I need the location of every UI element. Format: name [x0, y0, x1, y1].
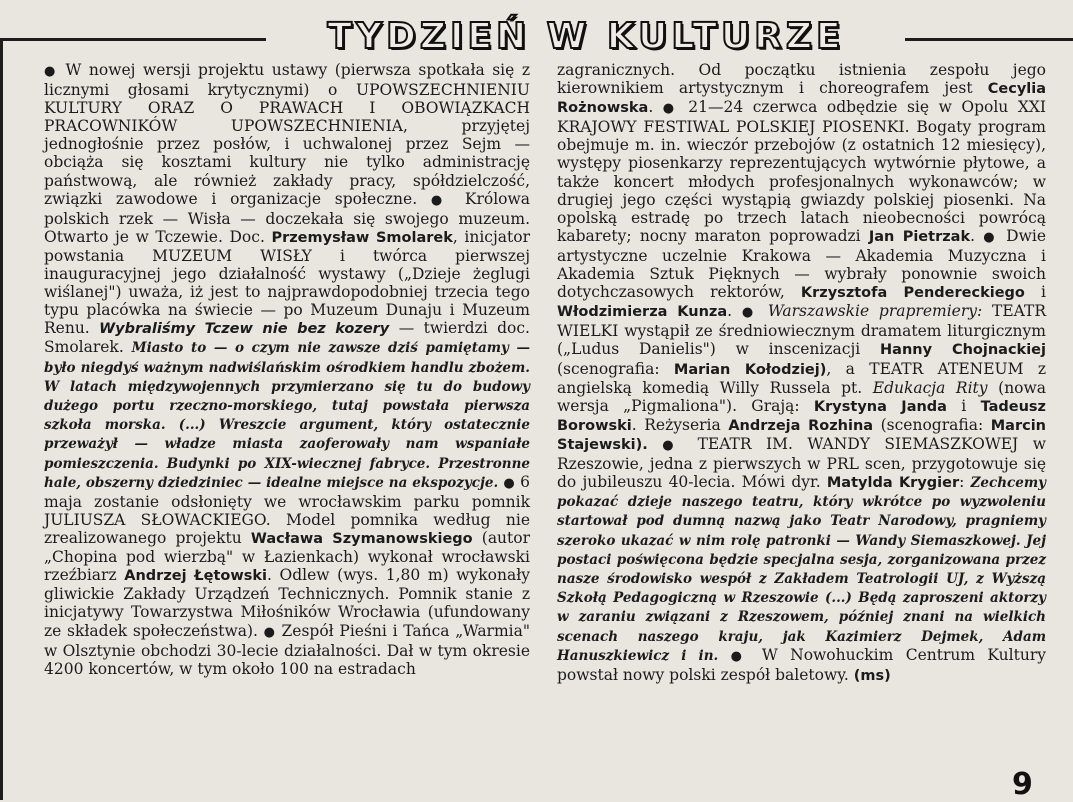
bullet-icon: ● [263, 624, 276, 640]
column-border-left [0, 38, 3, 800]
person-name: Krystyna Janda [813, 398, 947, 415]
quote-lead: Wybraliśmy Tczew nie bez kozery [99, 321, 390, 338]
person-name: Marian Kołodziej) [673, 361, 827, 378]
page-number: 9 [1012, 767, 1033, 802]
bullet-icon: ● [730, 648, 750, 664]
person-name: Przemysław Smolarek [271, 229, 453, 246]
author-signature: (ms) [853, 667, 891, 684]
bullet-icon: ● [44, 64, 58, 79]
article-paragraph: zagranicznych. Od początku istnienia zespołu jego kierownikiem artystycznym i choreografem jest Cecylia Rożnowska. ● 21—24 czerwca odbędzie się w Opolu XXI KRAJOWY FESTIWAL POLSKIEJ PIOSENKI. Bogaty program obejmuje m. in. wieczór przebojów (z ostatnich 12 miesięcy), występy piosenkarzy reprezentujących wytwórnie płytowe, a także koncert młodych profesjonalnych wykonawców; w drugiej jego części wystąpią gwiazdy polskiej piosenki. Na opolską estradę po trzech latach nieobecności powrócą kabarety; nocny maraton poprowadzi Jan Pietrzak. ● Dwie artystyczne uczelnie Krakowa — Akademia Muzyczna i Akademia Sztuk Pięknych — wybrały ponownie swoich dotychczasowych rektorów, Krzysztofa Pendereckiego i Włodzimierza Kunza. ● Warszawskie prapremiery: TEATR WIELKI wystąpił ze średniowiecznym dramatem liturgicznym („Ludus Danielis") w inscenizacji Hanny Chojnackiej (scenografia: Marian Kołodziej), a TEATR ATENEUM z angielską komedią Willy Russela pt. Edukacja Rity (nowa wersja „Pigmaliona"). Grają: Krystyna Janda i Tadeusz Borowski. Reżyseria Andrzeja Rozhina (scenografia: Marcin Stajewski). ● TEATR IM. WANDY SIEMASZKOWEJ w Rzeszowie, jedna z pierwszych w PRL scen, przygotowuje się do jubileuszu 40-lecia. Mówi dyr. Matylda Krygier: Zechcemy pokazać dzieje naszego teatru, który wkrótce po wyzwoleniu startował pod dumną nazwą jako Teatr Narodowy, pragniemy szeroko ukazać w nim rolę patronki — Wandy Siemaszkowej. Jej postaci poświęcona będzie specjalna sesja, zorganizowana przez nasze środowisko wespół z Zakładem Teatrologii UJ, z Wyższą Szkołą Pedagogiczną w Rzeszowie (...) Będą zaproszeni aktorzy w zaraniu związani z Rzeszowem, później znani na wielkich scenach naszego kraju, jak Kazimierz Dejmek, Adam Hanuszkiewicz i in. ● W Nowohuckim Centrum Kultury powstał nowy polski zespół baletowy. (ms) [557, 61, 1047, 684]
quote-text: Miasto to — o czym nie zawsze dziś pamiętamy — było niegdyś ważnym nadwiślańskim ośrodkiem handlu zbożem. W latach międzywojennych przymierzano się tu do budowy dużego portu rzeczno-morskiego, tutaj powstała pierwsza szkoła morska. (...) Wreszcie argument, który ostatecznie przeważył — władze miasta zaoferowały nam wspaniałe pomieszczenia. Budynki po XIX-wiecznej fabryce. Przestronne hale, obszerny dziedziniec — idealne miejsce na ekspozycje. [44, 340, 530, 491]
section-lead: Warszawskie prapremiery: [767, 302, 983, 321]
person-name: Matylda Krygier [826, 475, 960, 492]
person-name: Włodzimierza Kunza [557, 304, 728, 321]
header-rule-left [0, 38, 266, 41]
article-paragraph: ● W nowej wersji projektu ustawy (pierwsza spotkała się z licznymi głosami krytycznymi) o UPOWSZECHNIENIU KULTURY ORAZ O PRAWACH I OBOWIĄZKACH PRACOWNIKÓW UPOWSZECHNIENIA, przyjętej jednogłośnie przez posłów, i uchwalonej przez Sejm — obciąża się kosztami kultury nie tylko administrację państwową, ale również zakłady pracy, spółdzielczość, związki zawodowe i organizacje społeczne. ● Królowa polskich rzek — Wisła — doczekała się swojego muzeum. Otwarto je w Tczewie. Doc. Przemysław Smolarek, inicjator powstania MUZEUM WISŁY i twórca pierwszej inauguracyjnej jego działalność wystawy („Dzieje żeglugi wiślanej") uważa, iż jest to najprawdopodobniej trzecia tego typu placówka na świecie — po Muzeum Dunaju i Muzeum Renu. Wybraliśmy Tczew nie bez kozery — twierdzi doc. Smolarek. Miasto to — o czym nie zawsze dziś pamiętamy — było niegdyś ważnym nadwiślańskim ośrodkiem handlu zbożem. W latach międzywojennych przymierzano się tu do budowy dużego portu rzeczno-morskiego, tutaj powstała pierwsza szkoła morska. (...) Wreszcie argument, który ostatecznie przeważył — władze miasta zaoferowały nam wspaniałe pomieszczenia. Budynki po XIX-wiecznej fabryce. Przestronne hale, obszerny dziedziniec — idealne miejsce na ekspozycje. ● 6 maja zostanie odsłonięty we wrocławskim parku pomnik JULIUSZA SŁOWACKIEGO. Model pomnika według nie zrealizowanego projektu Wacława Szymanowskiego (autor „Chopina pod wierzbą" w Łazienkach) wykonał wrocławski rzeźbiarz Andrzej Łętowski. Odlew (wys. 1,80 m) wykonały gliwickie Zakłady Urządzeń Technicznych. Pomnik stanie z inicjatywy Towarzystwa Miłośników Wrocławia (ufundowany ze składek społeczeństwa). ● Zespół Pieśni i Tańca „Warmia" w Olsztynie obchodzi 30-lecie działalności. Dał w tym okresie 4200 koncertów, w tym około 100 na estradach [44, 61, 531, 678]
bullet-icon: ● [983, 229, 998, 245]
person-name: Jan Pietrzak [868, 228, 971, 245]
header-rule-right [905, 38, 1073, 41]
bullet-icon: ● [503, 475, 515, 491]
article-column-left [44, 61, 530, 678]
bullet-icon: ● [662, 437, 684, 453]
person-name: Krzysztofa Pendereckiego [800, 285, 1025, 302]
play-title: Edukacja Rity [872, 378, 988, 397]
bullet-icon: ● [430, 192, 452, 208]
person-name: Cecylia Rożnowska [557, 81, 1046, 117]
person-name: Marcin Stajewski). [557, 417, 1046, 453]
person-name: Tadeusz Borowski [557, 398, 1046, 434]
bullet-icon: ● [662, 101, 679, 117]
article-column-right [557, 61, 1046, 685]
person-name: Andrzej Łętowski [124, 568, 267, 585]
bullet-icon: ● [741, 305, 759, 321]
quote-text: Zechcemy pokazać dzieje naszego teatru, który wkrótce po wyzwoleniu startował pod dumną nazwą jako Teatr Narodowy, pragniemy szeroko ukazać w nim rolę patronki — Wandy Siemaszkowej. Jej postaci poświęcona będzie specjalna sesja, zorganizowana przez nasze środowisko wespół z Zakładem Teatrologii UJ, z Wyższą Szkołą Pedagogiczną w Rzeszowie (...) Będą zaproszeni aktorzy w zaraniu związani z Rzeszowem, później znani na wielkich scenach naszego kraju, jak Kazimierz Dejmek, Adam Hanuszkiewicz i in. [557, 475, 1046, 664]
section-title: TYDZIEŃ W KULTURZE [327, 16, 845, 57]
person-name: Andrzeja Rozhina [728, 417, 874, 434]
person-name: Hanny Chojnackiej [880, 342, 1046, 359]
person-name: Wacława Szymanowskiego [250, 531, 473, 548]
